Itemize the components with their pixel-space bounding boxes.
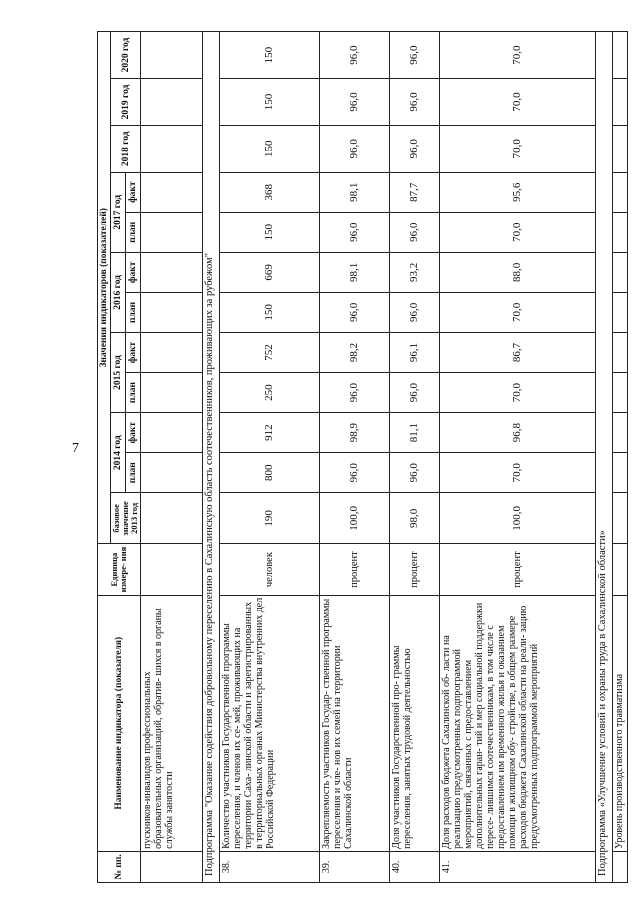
cell-empty: [613, 544, 628, 595]
value-cell: 96,0: [390, 125, 440, 172]
table-row: [220, 32, 320, 883]
year-2015-header: 2015 год: [111, 332, 126, 412]
unit-cell: процент: [390, 544, 440, 595]
plan-header: план: [126, 373, 141, 413]
value-cell: 96,0: [320, 32, 390, 79]
value-cell: 70,0: [440, 453, 596, 493]
value-cell: 96,0: [390, 212, 440, 252]
plan-header: план: [126, 453, 141, 493]
year-2014-header: 2014 год: [111, 413, 126, 493]
value-cell: 81,1: [390, 413, 440, 453]
value-cell: 150: [220, 212, 320, 252]
cell-empty: [613, 851, 628, 882]
cell-empty: [613, 79, 628, 126]
cell-empty: [141, 79, 203, 126]
value-cell: 368: [220, 172, 320, 212]
value-cell: 86,7: [440, 332, 596, 372]
value-cell: 150: [220, 79, 320, 126]
col-unit-header: Единица измере- ния: [98, 544, 141, 595]
col-no-header: № пп.: [98, 851, 141, 882]
row-number: 41.: [440, 851, 596, 882]
cell-empty: [613, 212, 628, 252]
cell-empty: [141, 212, 203, 252]
value-cell: 250: [220, 373, 320, 413]
section-row-1: [203, 32, 220, 883]
value-cell: 150: [220, 32, 320, 79]
section-title: Подпрограмма «Улучшение условий и охраны труда в Сахалинской области»: [596, 32, 613, 883]
value-cell: 87,7: [390, 172, 440, 212]
fact-header: факт: [126, 413, 141, 453]
year-2016-header: 2016 год: [111, 252, 126, 332]
data-rows: [220, 32, 596, 883]
value-cell: 800: [220, 453, 320, 493]
indicator-name: Количество участников Государственной программы переселения, и членов их се- мей, проживающих на территории Саха- линской области и зарегистрированных в территориальных органах Министерства внутренних дел Российской Федерации: [220, 595, 320, 851]
value-cell: 150: [220, 292, 320, 332]
value-cell: 98,0: [390, 493, 440, 544]
value-cell: 96,1: [390, 332, 440, 372]
indicators-table: [97, 31, 628, 883]
row-number: 39.: [320, 851, 390, 882]
value-cell: 95,6: [440, 172, 596, 212]
fact-header: факт: [126, 172, 141, 212]
fact-header: факт: [126, 332, 141, 372]
row-number: 38.: [220, 851, 320, 882]
cell-empty: [613, 125, 628, 172]
cell-empty: [141, 125, 203, 172]
last-row-text: Уровень производственного травматизма: [613, 595, 628, 851]
indicator-name: Закрепляемость участников Государ- ственной программы переселения и чле- нов их семей на территории Сахалинской области: [320, 595, 390, 851]
cell-empty: [613, 172, 628, 212]
cell-empty: [613, 373, 628, 413]
continuation-text: пускников-инвалидов профессиональных образовательных организаций, обратив- шихся в органы службы занятости: [141, 595, 203, 851]
header-row-1: [98, 32, 111, 883]
plan-header: план: [126, 212, 141, 252]
unit-cell: процент: [440, 544, 596, 595]
table-row: [320, 32, 390, 883]
year-2020-header: 2020 год: [111, 32, 141, 79]
value-cell: 96,0: [390, 453, 440, 493]
value-cell: 70,0: [440, 125, 596, 172]
cell-empty: [613, 453, 628, 493]
continuation-row: [141, 32, 203, 883]
section-row-2: [596, 32, 613, 883]
value-cell: 150: [220, 125, 320, 172]
cell-empty: [141, 493, 203, 544]
value-cell: 98,1: [320, 252, 390, 292]
value-cell: 96,0: [320, 79, 390, 126]
cell-empty: [141, 544, 203, 595]
value-cell: 70,0: [440, 373, 596, 413]
unit-cell: процент: [320, 544, 390, 595]
table-row: [440, 32, 596, 883]
rotated-table-container: [97, 31, 625, 883]
indicator-name: Доля участников Государственной про- граммы переселения, занятых трудовой деятельностью: [390, 595, 440, 851]
cell-empty: [141, 172, 203, 212]
value-cell: 96,8: [440, 413, 596, 453]
value-cell: 100,0: [440, 493, 596, 544]
col-base-header: базовое значение 2013 год: [111, 493, 141, 544]
fact-header: факт: [126, 252, 141, 292]
value-cell: 96,0: [320, 212, 390, 252]
value-cell: 70,0: [440, 32, 596, 79]
value-cell: 190: [220, 493, 320, 544]
value-cell: 96,0: [320, 373, 390, 413]
cell-empty: [141, 252, 203, 292]
value-cell: 912: [220, 413, 320, 453]
col-name-header: Наименование индикатора (показателя): [98, 595, 141, 851]
cell-empty: [141, 292, 203, 332]
cell-empty: [613, 493, 628, 544]
year-2017-header: 2017 год: [111, 172, 126, 252]
value-cell: 70,0: [440, 292, 596, 332]
year-2019-header: 2019 год: [111, 79, 141, 126]
cell-empty: [141, 332, 203, 372]
row-number: 40.: [390, 851, 440, 882]
unit-cell: человек: [220, 544, 320, 595]
value-cell: 98,9: [320, 413, 390, 453]
value-cell: 96,0: [390, 292, 440, 332]
plan-header: план: [126, 292, 141, 332]
cell-empty: [141, 32, 203, 79]
last-row: [613, 32, 628, 883]
cell-empty: [613, 32, 628, 79]
cell-empty: [141, 373, 203, 413]
value-cell: 96,0: [320, 292, 390, 332]
indicator-name: Доля расходов бюджета Сахалинской об- ласти на реализацию предусмотренных подпрограммой мероприятий, связанных с предоставлением дополнительных гаран- тий и мер социальной поддержки пересе- лившимся соотечественникам, в том числе с предоставлением им временного жилья и оказанием помощи в жилищном обу- стройстве, в общем размере расходов бюджета Сахалинской области на реали- зацию предусмотренных подпрограммой мероприятий: [440, 595, 596, 851]
cell-empty: [141, 453, 203, 493]
cell-empty: [141, 851, 203, 882]
value-cell: 669: [220, 252, 320, 292]
value-cell: 93,2: [390, 252, 440, 292]
value-cell: 96,0: [390, 32, 440, 79]
value-cell: 98,1: [320, 172, 390, 212]
page-number: 7: [72, 441, 79, 456]
value-cell: 96,0: [390, 79, 440, 126]
cell-empty: [613, 332, 628, 372]
cell-empty: [613, 292, 628, 332]
value-cell: 88,0: [440, 252, 596, 292]
values-group-header: Значения индикаторов (показателей): [98, 32, 111, 544]
value-cell: 96,0: [320, 453, 390, 493]
cell-empty: [613, 413, 628, 453]
cell-empty: [613, 252, 628, 292]
value-cell: 70,0: [440, 79, 596, 126]
value-cell: 100,0: [320, 493, 390, 544]
value-cell: 752: [220, 332, 320, 372]
section-title: Подпрограмма "Оказание содействия добровольному переселению в Сахалинскую область соотечественников, проживающих за рубежом": [203, 32, 220, 883]
table-row: [390, 32, 440, 883]
year-2018-header: 2018 год: [111, 125, 141, 172]
value-cell: 96,0: [320, 125, 390, 172]
cell-empty: [141, 413, 203, 453]
value-cell: 96,0: [390, 373, 440, 413]
value-cell: 70,0: [440, 212, 596, 252]
value-cell: 98,2: [320, 332, 390, 372]
